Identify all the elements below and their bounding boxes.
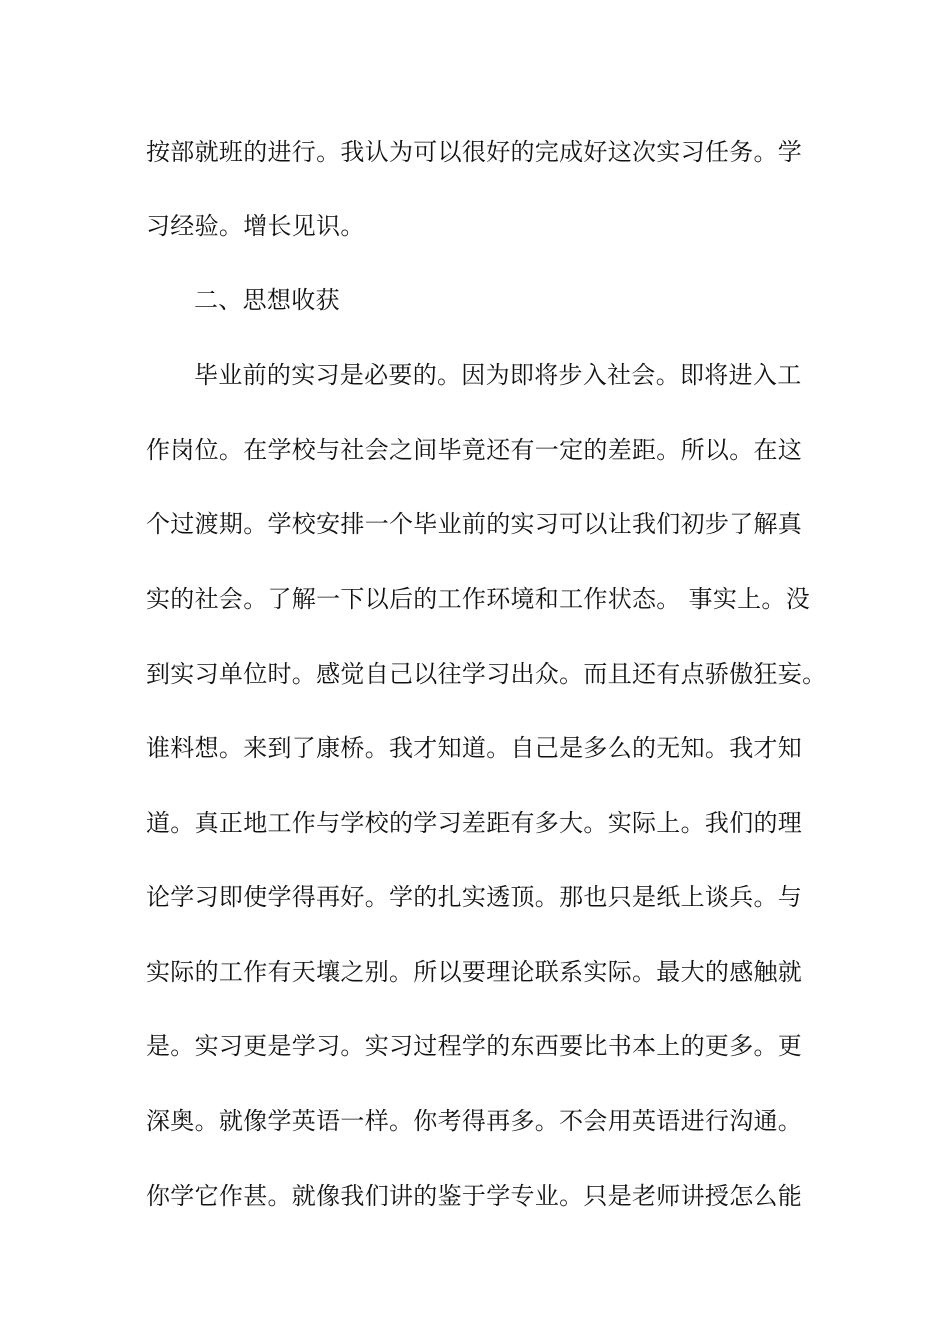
- paragraph-line: 实际的工作有天壤之别。所以要理论联系实际。最大的感触就: [146, 958, 803, 986]
- paragraph-line: 个过渡期。学校安排一个毕业前的实习可以让我们初步了解真: [146, 510, 803, 538]
- paragraph-line: 论学习即使学得再好。学的扎实透顶。那也只是纸上谈兵。与: [146, 883, 803, 911]
- paragraph-line: 是。实习更是学习。实习过程学的东西要比书本上的更多。更: [146, 1032, 803, 1060]
- section-heading: 二、思想收获: [194, 286, 340, 314]
- paragraph-line: 到实习单位时。感觉自己以往学习出众。而且还有点骄傲狂妄。: [146, 660, 827, 688]
- paragraph-line: 道。真正地工作与学校的学习差距有多大。实际上。我们的理: [146, 809, 803, 837]
- paragraph-line: 实的社会。了解一下以后的工作环境和工作状态。 事实上。没: [146, 585, 811, 613]
- paragraph-line: 按部就班的进行。我认为可以很好的完成好这次实习任务。学: [146, 138, 803, 166]
- paragraph-line: 毕业前的实习是必要的。因为即将步入社会。即将进入工: [194, 361, 802, 389]
- paragraph-line: 习经验。增长见识。: [146, 212, 365, 240]
- paragraph-line: 深奥。就像学英语一样。你考得再多。不会用英语进行沟通。: [146, 1107, 803, 1135]
- paragraph-line: 你学它作甚。就像我们讲的鉴于学专业。只是老师讲授怎么能: [146, 1182, 803, 1210]
- paragraph-line: 谁料想。来到了康桥。我才知道。自己是多么的无知。我才知: [146, 734, 803, 762]
- paragraph-line: 作岗位。在学校与社会之间毕竟还有一定的差距。所以。在这: [146, 436, 803, 464]
